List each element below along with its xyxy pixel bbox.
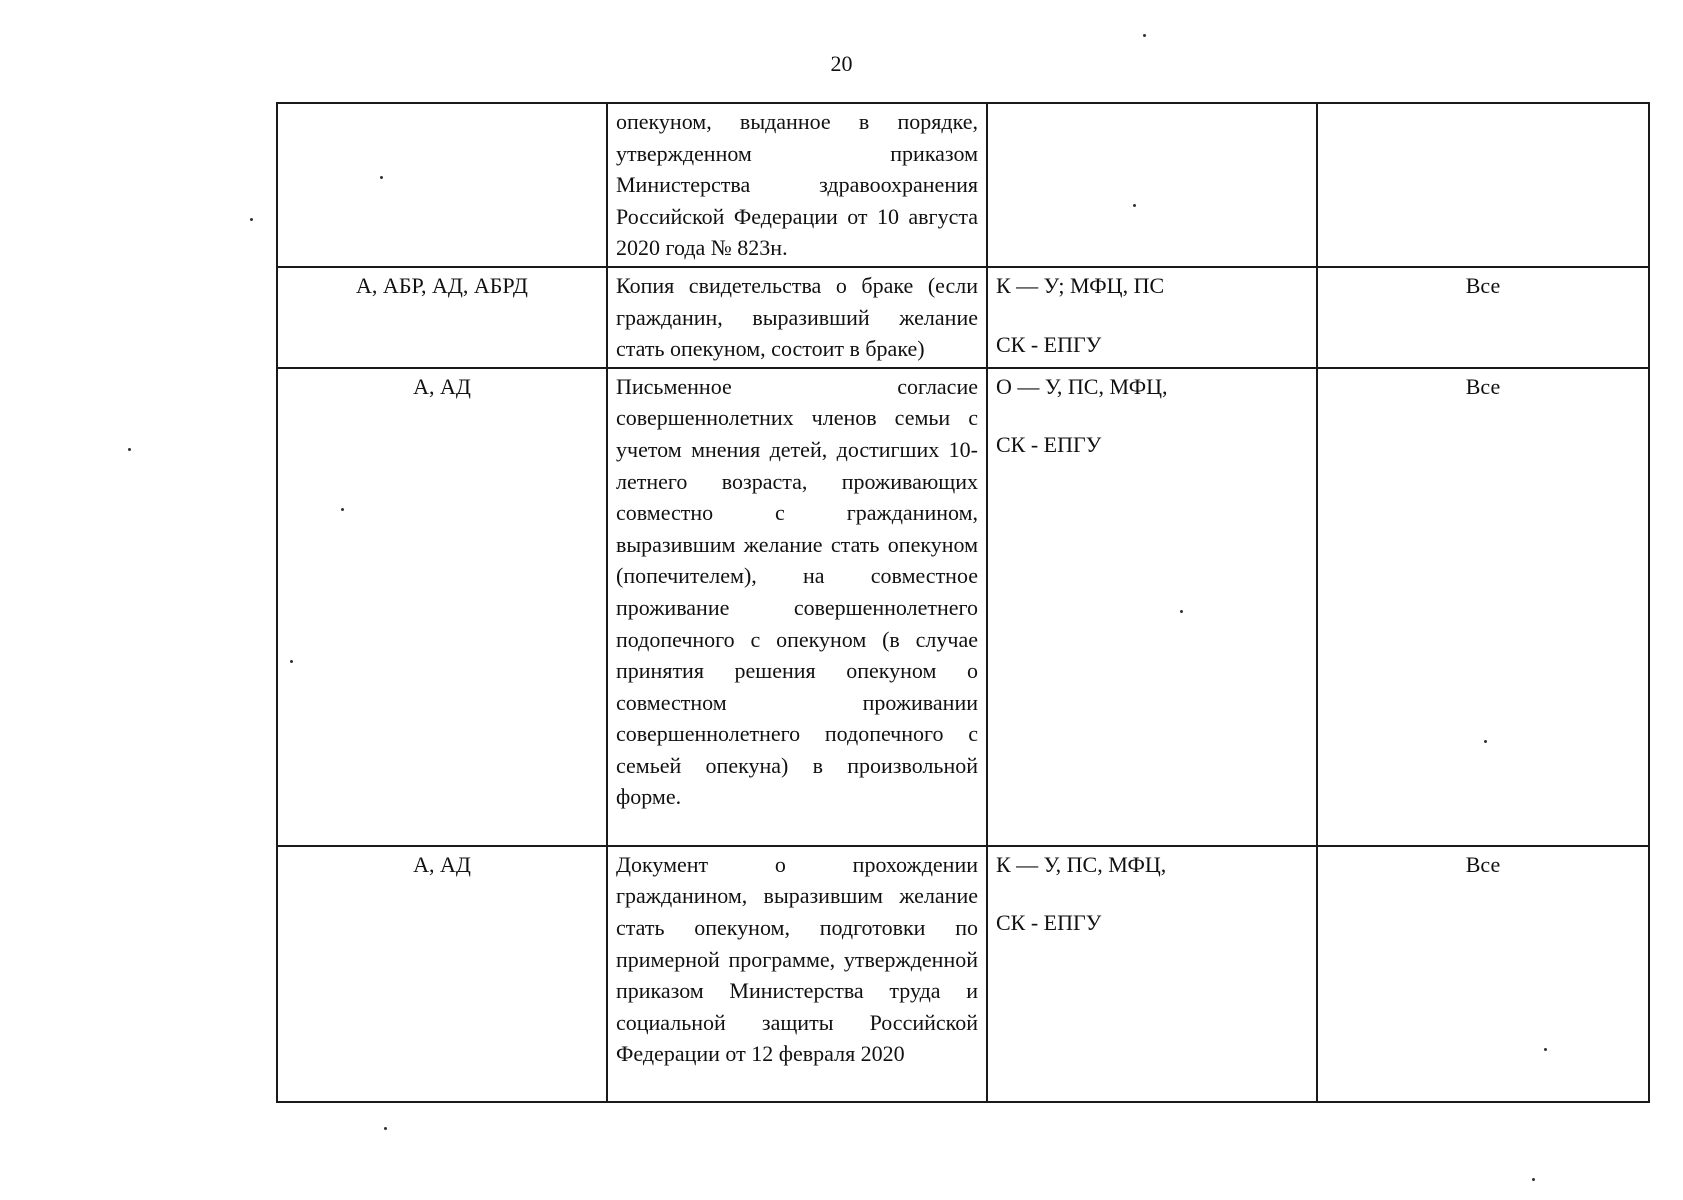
scan-speck: [1484, 740, 1487, 743]
method-line-1: К — У; МФЦ, ПС: [996, 272, 1165, 298]
table-row: [277, 103, 1649, 267]
scan-speck: [290, 660, 293, 663]
scan-speck: [384, 1127, 387, 1130]
method-line-2: СК - ЕПГУ: [996, 432, 1102, 458]
applies-cell: Все: [1317, 368, 1649, 846]
scan-speck: [128, 448, 131, 451]
applies-cell: Все: [1317, 267, 1649, 368]
applies-cell: [1317, 103, 1649, 267]
method-cell: [987, 103, 1317, 267]
method-line-2: СК - ЕПГУ: [996, 331, 1102, 357]
method-cell: [987, 368, 1317, 846]
scan-speck: [1180, 610, 1183, 613]
documents-table: [276, 102, 1650, 1103]
scan-speck: [1544, 1048, 1547, 1051]
method-cell: [987, 846, 1317, 1102]
document-cell: опекуном, выданное в порядке, утвержденном приказом Министерства здравоохранения Российской Федерации от 10 августа 2020 года № 823н.: [607, 103, 987, 267]
page-number: 20: [830, 51, 853, 76]
method-line-1: К — У, ПС, МФЦ,: [996, 851, 1167, 877]
document-cell: Копия свидетельства о браке (если гражданин, выразивший желание стать опекуном, состоит в браке): [607, 267, 987, 368]
method-cell: [987, 267, 1317, 368]
scan-speck: [1532, 1178, 1535, 1181]
categories-cell: А, АД: [277, 846, 607, 1102]
method-line-1: О — У, ПС, МФЦ,: [996, 373, 1168, 399]
table-row: [277, 267, 1649, 368]
scan-speck: [250, 218, 253, 221]
scan-speck: [341, 508, 344, 511]
categories-cell: [277, 103, 607, 267]
table-row: [277, 846, 1649, 1102]
scan-speck: [1143, 34, 1146, 37]
applies-cell: Все: [1317, 846, 1649, 1102]
scan-speck: [1133, 204, 1136, 207]
categories-cell: А, АД: [277, 368, 607, 846]
scan-speck: [380, 176, 383, 179]
document-cell: Документ о прохождении гражданином, выразившим желание стать опекуном, подготовки по примерной программе, утвержденной приказом Министерства труда и социальной защиты Российской Федерации от 12 февраля 2020: [607, 846, 987, 1102]
document-cell: Письменное согласие совершеннолетних членов семьи с учетом мнения детей, достигших 10-летнего возраста, проживающих совместно с гражданином, выразившим желание стать опекуном (попечителем), на совместное проживание совершеннолетнего подопечного с опекуном (в случае принятия решения опекуном о совместном проживании совершеннолетнего подопечного с семьей опекуна) в произвольной форме.: [607, 368, 987, 846]
method-line-2: СК - ЕПГУ: [996, 910, 1102, 936]
table-row: [277, 368, 1649, 846]
categories-cell: А, АБР, АД, АБРД: [277, 267, 607, 368]
